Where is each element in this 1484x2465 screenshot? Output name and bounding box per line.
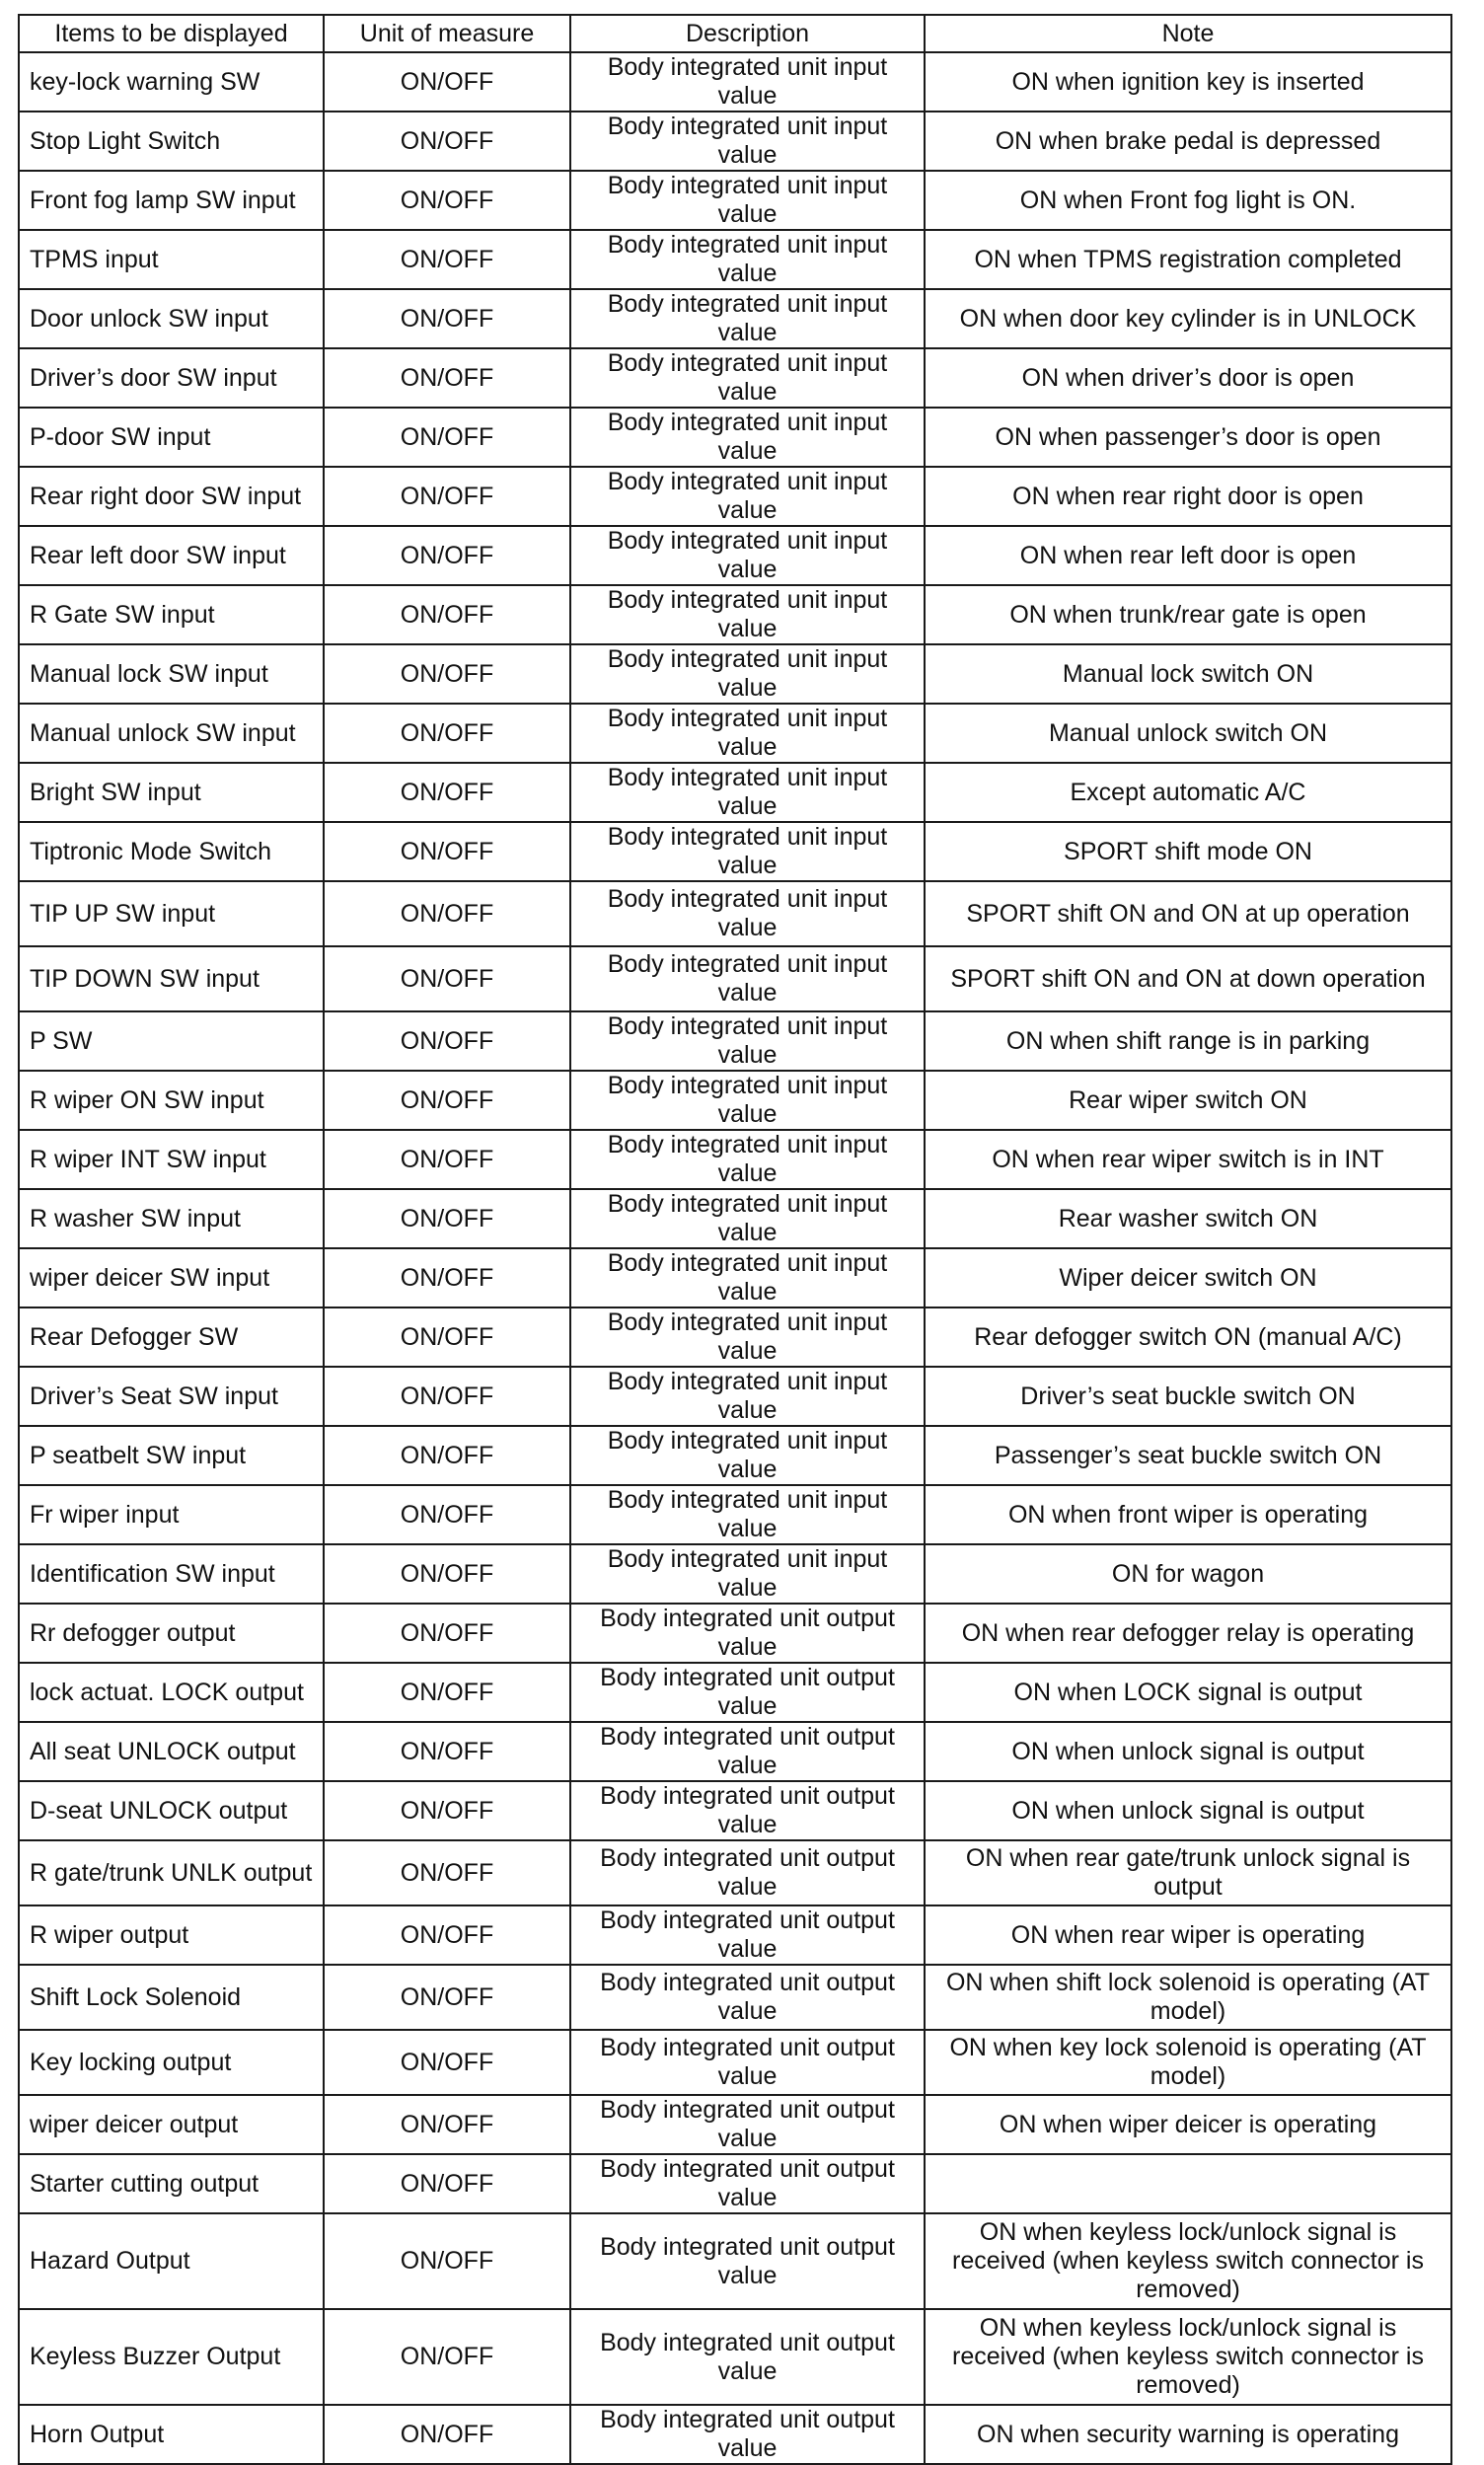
item-cell: Keyless Buzzer Output xyxy=(19,2309,324,2405)
note-cell: ON when rear gate/trunk unlock signal is output xyxy=(925,1840,1451,1905)
item-cell: R wiper INT SW input xyxy=(19,1130,324,1189)
table-row xyxy=(19,1722,1451,1781)
description-cell: Body integrated unit input value xyxy=(570,1248,925,1307)
note-cell: ON when ignition key is inserted xyxy=(925,52,1451,112)
item-cell: R washer SW input xyxy=(19,1189,324,1248)
item-cell: wiper deicer SW input xyxy=(19,1248,324,1307)
item-cell: R Gate SW input xyxy=(19,585,324,644)
description-cell: Body integrated unit input value xyxy=(570,1485,925,1544)
table-row xyxy=(19,2030,1451,2095)
description-cell: Body integrated unit input value xyxy=(570,946,925,1011)
unit-cell: ON/OFF xyxy=(324,1604,570,1663)
description-cell: Body integrated unit output value xyxy=(570,1840,925,1905)
note-cell: SPORT shift ON and ON at up operation xyxy=(925,881,1451,946)
table-row xyxy=(19,1604,1451,1663)
table-row xyxy=(19,1130,1451,1189)
description-cell: Body integrated unit output value xyxy=(570,2213,925,2309)
item-cell: TIP UP SW input xyxy=(19,881,324,946)
table-row xyxy=(19,52,1451,112)
description-cell: Body integrated unit output value xyxy=(570,2154,925,2213)
note-cell: Rear defogger switch ON (manual A/C) xyxy=(925,1307,1451,1367)
note-cell: ON when keyless lock/unlock signal is received (when keyless switch connector is removed) xyxy=(925,2213,1451,2309)
unit-cell: ON/OFF xyxy=(324,1781,570,1840)
unit-cell: ON/OFF xyxy=(324,289,570,348)
header-row xyxy=(19,15,1451,52)
unit-cell: ON/OFF xyxy=(324,2213,570,2309)
unit-cell: ON/OFF xyxy=(324,1367,570,1426)
unit-cell: ON/OFF xyxy=(324,1905,570,1965)
unit-cell: ON/OFF xyxy=(324,1840,570,1905)
table-row xyxy=(19,2154,1451,2213)
table-row xyxy=(19,1426,1451,1485)
item-cell: Rear right door SW input xyxy=(19,467,324,526)
description-cell: Body integrated unit output value xyxy=(570,2030,925,2095)
table-row xyxy=(19,1071,1451,1130)
unit-cell: ON/OFF xyxy=(324,408,570,467)
unit-cell: ON/OFF xyxy=(324,1189,570,1248)
unit-cell: ON/OFF xyxy=(324,2030,570,2095)
unit-cell: ON/OFF xyxy=(324,822,570,881)
table-row xyxy=(19,408,1451,467)
unit-cell: ON/OFF xyxy=(324,1307,570,1367)
note-cell: Manual lock switch ON xyxy=(925,644,1451,704)
item-cell: lock actuat. LOCK output xyxy=(19,1663,324,1722)
item-cell: Front fog lamp SW input xyxy=(19,171,324,230)
unit-cell: ON/OFF xyxy=(324,1722,570,1781)
item-cell: wiper deicer output xyxy=(19,2095,324,2154)
item-cell: Rr defogger output xyxy=(19,1604,324,1663)
note-cell: ON when unlock signal is output xyxy=(925,1722,1451,1781)
table-row xyxy=(19,822,1451,881)
header-note: Note xyxy=(925,15,1451,52)
table-row xyxy=(19,1307,1451,1367)
description-cell: Body integrated unit output value xyxy=(570,1965,925,2030)
note-cell: ON when wiper deicer is operating xyxy=(925,2095,1451,2154)
table-row xyxy=(19,1367,1451,1426)
table-row xyxy=(19,1965,1451,2030)
note-cell: ON when rear left door is open xyxy=(925,526,1451,585)
description-cell: Body integrated unit input value xyxy=(570,585,925,644)
table-row xyxy=(19,289,1451,348)
item-cell: Rear Defogger SW xyxy=(19,1307,324,1367)
item-cell: D-seat UNLOCK output xyxy=(19,1781,324,1840)
description-cell: Body integrated unit input value xyxy=(570,1189,925,1248)
table-row xyxy=(19,1248,1451,1307)
unit-cell: ON/OFF xyxy=(324,881,570,946)
item-cell: TPMS input xyxy=(19,230,324,289)
item-cell: Shift Lock Solenoid xyxy=(19,1965,324,2030)
description-cell: Body integrated unit input value xyxy=(570,704,925,763)
unit-cell: ON/OFF xyxy=(324,112,570,171)
unit-cell: ON/OFF xyxy=(324,1965,570,2030)
note-cell: ON when shift lock solenoid is operating (AT model) xyxy=(925,1965,1451,2030)
note-cell: ON when passenger’s door is open xyxy=(925,408,1451,467)
description-cell: Body integrated unit input value xyxy=(570,230,925,289)
unit-cell: ON/OFF xyxy=(324,526,570,585)
unit-cell: ON/OFF xyxy=(324,946,570,1011)
description-cell: Body integrated unit output value xyxy=(570,1604,925,1663)
description-cell: Body integrated unit input value xyxy=(570,881,925,946)
table-row xyxy=(19,1485,1451,1544)
note-cell: ON when keyless lock/unlock signal is received (when keyless switch connector is removed) xyxy=(925,2309,1451,2405)
table-row xyxy=(19,171,1451,230)
item-cell: Stop Light Switch xyxy=(19,112,324,171)
description-cell: Body integrated unit input value xyxy=(570,763,925,822)
table-row xyxy=(19,644,1451,704)
item-cell: Manual lock SW input xyxy=(19,644,324,704)
description-cell: Body integrated unit input value xyxy=(570,526,925,585)
unit-cell: ON/OFF xyxy=(324,230,570,289)
table-row xyxy=(19,1011,1451,1071)
note-cell: Wiper deicer switch ON xyxy=(925,1248,1451,1307)
description-cell: Body integrated unit input value xyxy=(570,1426,925,1485)
description-cell: Body integrated unit input value xyxy=(570,822,925,881)
table-row xyxy=(19,1544,1451,1604)
note-cell: ON when front wiper is operating xyxy=(925,1485,1451,1544)
note-cell: Manual unlock switch ON xyxy=(925,704,1451,763)
note-cell: ON when TPMS registration completed xyxy=(925,230,1451,289)
unit-cell: ON/OFF xyxy=(324,1011,570,1071)
table-row xyxy=(19,763,1451,822)
description-cell: Body integrated unit output value xyxy=(570,1781,925,1840)
item-cell: Tiptronic Mode Switch xyxy=(19,822,324,881)
table-row xyxy=(19,704,1451,763)
description-cell: Body integrated unit input value xyxy=(570,1011,925,1071)
unit-cell: ON/OFF xyxy=(324,2154,570,2213)
item-cell: P seatbelt SW input xyxy=(19,1426,324,1485)
note-cell: ON for wagon xyxy=(925,1544,1451,1604)
unit-cell: ON/OFF xyxy=(324,1426,570,1485)
note-cell: ON when LOCK signal is output xyxy=(925,1663,1451,1722)
unit-cell: ON/OFF xyxy=(324,348,570,408)
table-row xyxy=(19,585,1451,644)
item-cell: R wiper output xyxy=(19,1905,324,1965)
unit-cell: ON/OFF xyxy=(324,1248,570,1307)
table-row xyxy=(19,2405,1451,2464)
description-cell: Body integrated unit input value xyxy=(570,52,925,112)
item-cell: Driver’s Seat SW input xyxy=(19,1367,324,1426)
item-cell: TIP DOWN SW input xyxy=(19,946,324,1011)
header-unit: Unit of measure xyxy=(324,15,570,52)
item-cell: R gate/trunk UNLK output xyxy=(19,1840,324,1905)
table-row xyxy=(19,467,1451,526)
note-cell: ON when brake pedal is depressed xyxy=(925,112,1451,171)
table-row xyxy=(19,1663,1451,1722)
note-cell: Driver’s seat buckle switch ON xyxy=(925,1367,1451,1426)
note-cell: ON when shift range is in parking xyxy=(925,1011,1451,1071)
item-cell: Identification SW input xyxy=(19,1544,324,1604)
item-cell: Starter cutting output xyxy=(19,2154,324,2213)
description-cell: Body integrated unit input value xyxy=(570,1367,925,1426)
note-cell: ON when rear wiper is operating xyxy=(925,1905,1451,1965)
item-cell: Key locking output xyxy=(19,2030,324,2095)
description-cell: Body integrated unit input value xyxy=(570,171,925,230)
description-cell: Body integrated unit input value xyxy=(570,289,925,348)
table-row xyxy=(19,230,1451,289)
description-cell: Body integrated unit output value xyxy=(570,2095,925,2154)
unit-cell: ON/OFF xyxy=(324,2309,570,2405)
item-cell: Door unlock SW input xyxy=(19,289,324,348)
item-cell: Horn Output xyxy=(19,2405,324,2464)
data-table xyxy=(18,14,1452,2465)
unit-cell: ON/OFF xyxy=(324,585,570,644)
description-cell: Body integrated unit input value xyxy=(570,1307,925,1367)
item-cell: P SW xyxy=(19,1011,324,1071)
note-cell: ON when key lock solenoid is operating (AT model) xyxy=(925,2030,1451,2095)
unit-cell: ON/OFF xyxy=(324,52,570,112)
item-cell: Bright SW input xyxy=(19,763,324,822)
table-row xyxy=(19,2309,1451,2405)
unit-cell: ON/OFF xyxy=(324,1485,570,1544)
unit-cell: ON/OFF xyxy=(324,704,570,763)
note-cell: ON when Front fog light is ON. xyxy=(925,171,1451,230)
item-cell: P-door SW input xyxy=(19,408,324,467)
table-row xyxy=(19,881,1451,946)
unit-cell: ON/OFF xyxy=(324,644,570,704)
description-cell: Body integrated unit output value xyxy=(570,1905,925,1965)
item-cell: Fr wiper input xyxy=(19,1485,324,1544)
description-cell: Body integrated unit output value xyxy=(570,1663,925,1722)
description-cell: Body integrated unit input value xyxy=(570,348,925,408)
unit-cell: ON/OFF xyxy=(324,2095,570,2154)
note-cell: ON when unlock signal is output xyxy=(925,1781,1451,1840)
unit-cell: ON/OFF xyxy=(324,763,570,822)
note-cell: ON when rear wiper switch is in INT xyxy=(925,1130,1451,1189)
note-cell: ON when driver’s door is open xyxy=(925,348,1451,408)
table-row xyxy=(19,2095,1451,2154)
item-cell: Manual unlock SW input xyxy=(19,704,324,763)
table-row xyxy=(19,1840,1451,1905)
item-cell: R wiper ON SW input xyxy=(19,1071,324,1130)
note-cell: Passenger’s seat buckle switch ON xyxy=(925,1426,1451,1485)
description-cell: Body integrated unit input value xyxy=(570,644,925,704)
note-cell: Rear wiper switch ON xyxy=(925,1071,1451,1130)
table-row xyxy=(19,1189,1451,1248)
table-row xyxy=(19,946,1451,1011)
description-cell: Body integrated unit input value xyxy=(570,1544,925,1604)
unit-cell: ON/OFF xyxy=(324,467,570,526)
description-cell: Body integrated unit input value xyxy=(570,1071,925,1130)
note-cell: ON when rear right door is open xyxy=(925,467,1451,526)
header-description: Description xyxy=(570,15,925,52)
description-cell: Body integrated unit output value xyxy=(570,1722,925,1781)
note-cell xyxy=(925,2154,1451,2213)
unit-cell: ON/OFF xyxy=(324,171,570,230)
unit-cell: ON/OFF xyxy=(324,2405,570,2464)
description-cell: Body integrated unit input value xyxy=(570,467,925,526)
table-row xyxy=(19,526,1451,585)
header-items: Items to be displayed xyxy=(19,15,324,52)
table-row xyxy=(19,112,1451,171)
item-cell: Driver’s door SW input xyxy=(19,348,324,408)
note-cell: Rear washer switch ON xyxy=(925,1189,1451,1248)
table-row xyxy=(19,2213,1451,2309)
unit-cell: ON/OFF xyxy=(324,1130,570,1189)
note-cell: ON when door key cylinder is in UNLOCK xyxy=(925,289,1451,348)
item-cell: All seat UNLOCK output xyxy=(19,1722,324,1781)
description-cell: Body integrated unit input value xyxy=(570,1130,925,1189)
item-cell: Hazard Output xyxy=(19,2213,324,2309)
item-cell: key-lock warning SW xyxy=(19,52,324,112)
description-cell: Body integrated unit output value xyxy=(570,2405,925,2464)
note-cell: ON when trunk/rear gate is open xyxy=(925,585,1451,644)
note-cell: ON when security warning is operating xyxy=(925,2405,1451,2464)
description-cell: Body integrated unit output value xyxy=(570,2309,925,2405)
item-cell: Rear left door SW input xyxy=(19,526,324,585)
note-cell: ON when rear defogger relay is operating xyxy=(925,1604,1451,1663)
unit-cell: ON/OFF xyxy=(324,1544,570,1604)
table-row xyxy=(19,1781,1451,1840)
note-cell: Except automatic A/C xyxy=(925,763,1451,822)
unit-cell: ON/OFF xyxy=(324,1071,570,1130)
description-cell: Body integrated unit input value xyxy=(570,112,925,171)
note-cell: SPORT shift mode ON xyxy=(925,822,1451,881)
table-row xyxy=(19,348,1451,408)
table-row xyxy=(19,1905,1451,1965)
note-cell: SPORT shift ON and ON at down operation xyxy=(925,946,1451,1011)
description-cell: Body integrated unit input value xyxy=(570,408,925,467)
unit-cell: ON/OFF xyxy=(324,1663,570,1722)
